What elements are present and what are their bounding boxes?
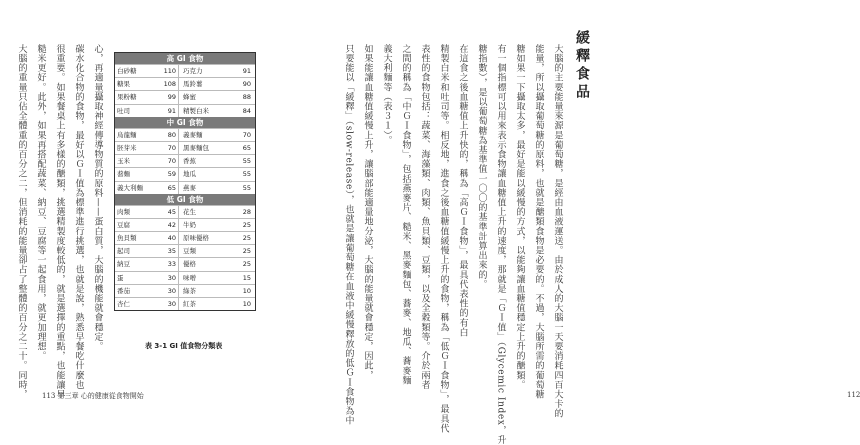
gi-value: 110: [152, 65, 179, 77]
gi-value: 25: [242, 220, 251, 229]
gi-value: 42: [152, 219, 179, 231]
gi-value: 59: [152, 168, 179, 180]
gi-value: 65: [242, 143, 251, 152]
text-column: 糖如果一下攝取太多，最好是能以緩慢的方式，以能夠讓血糖值穩定上升的醣類。: [514, 44, 525, 390]
gi-value: 84: [242, 106, 251, 115]
food-name: 紅茶: [183, 300, 196, 308]
table-section-header: 中 GI 食物: [115, 117, 255, 128]
text-column: 很重要。如果餐桌上有多樣的醣類，挑選精製度較低的，就是選擇的重點，也能讓早: [54, 44, 65, 400]
page-number-right: 112: [847, 391, 860, 399]
food-name: 番茄: [117, 286, 130, 295]
table-row: [115, 77, 255, 90]
table-row: [115, 297, 255, 310]
table-row: [115, 181, 255, 194]
food-name: 蕎麵: [117, 170, 130, 179]
table-section-header: 高 GI 食物: [115, 53, 255, 64]
table-row: [115, 90, 255, 103]
table-row: [115, 284, 255, 297]
gi-value: 30: [152, 298, 179, 310]
left-page: [0, 0, 300, 425]
gi-value: 30: [152, 285, 179, 297]
gi-value: 25: [242, 234, 251, 243]
food-name: 糖果: [117, 80, 130, 89]
table-row: [115, 64, 255, 77]
food-name: 杏仁: [117, 300, 130, 308]
food-name: 蛋: [117, 273, 124, 282]
gi-value: 90: [242, 80, 251, 89]
text-column: 大腦的主要能量來源是葡萄糖，是經由血液運送。由於成人的大腦一天要消耗四百大卡的: [552, 44, 563, 419]
table-row: [115, 257, 255, 270]
gi-value: 25: [242, 247, 251, 256]
food-name: 魚貝類: [117, 234, 137, 243]
gi-value: 10: [242, 286, 251, 295]
food-name: 納豆: [117, 260, 130, 269]
food-name: 白砂糖: [117, 67, 137, 75]
text-column: 碳水化合物的食物，最好以ＧＩ值為標準進行挑選，也就是說，熟悉早餐吃什麼也: [73, 44, 84, 390]
food-name: 精製白米: [183, 106, 209, 115]
food-name: 豆類: [183, 247, 196, 256]
food-name: 烏龍麵: [117, 130, 137, 139]
table-row: [115, 141, 255, 154]
table-row: [115, 231, 255, 244]
text-column: 如果能讓血糖值緩慢上升，讓腦部能適量地分泌，大腦的能量就會穩定，因此，: [362, 44, 373, 380]
table-row: [115, 104, 255, 117]
gi-value: 35: [152, 245, 179, 257]
food-name: 綠茶: [183, 286, 196, 295]
food-name: 胚芽米: [117, 143, 137, 152]
table-row: [115, 218, 255, 231]
gi-value: 80: [152, 129, 179, 141]
section-title: 緩釋食品: [574, 30, 590, 102]
text-column: 之間的稱為「中ＧＩ食物」，包括燕麥片、糙米、黑麥麵包、蕎麥、地瓜、蕎麥麵: [400, 44, 411, 386]
gi-value: 70: [242, 130, 251, 139]
gi-value: 10: [242, 300, 251, 308]
gi-value: 15: [242, 273, 251, 282]
food-name: 燕麥: [183, 183, 196, 192]
text-column: 義大利麵等（表３１）。: [381, 44, 392, 146]
food-name: 馬鈴薯: [183, 80, 203, 89]
food-name: 肉類: [117, 207, 130, 216]
table-row: [115, 167, 255, 180]
table-section-header: 低 GI 食物: [115, 194, 255, 205]
text-column: 能量，所以攝取葡萄糖的原料，也就是醣類食物是必要的。不過，大腦所需的葡萄糖: [533, 44, 544, 400]
gi-food-table: [114, 52, 256, 311]
food-name: 豆腐: [117, 220, 130, 229]
food-name: 巧克力: [183, 67, 203, 75]
gi-value: 65: [152, 182, 179, 194]
food-name: 花生: [183, 207, 196, 216]
gi-value: 55: [242, 183, 251, 192]
gi-value: 33: [152, 258, 179, 270]
gi-value: 28: [242, 207, 251, 216]
food-name: 義大利麵: [117, 183, 143, 192]
gi-value: 55: [242, 157, 251, 166]
text-column: 只要能以「緩釋」（slow-release），也就是讓葡萄糖在血液中緩慢釋放的低ＧＩ食物為中: [343, 44, 354, 426]
text-column: 糖指數），是以葡萄糖為基準值一〇〇的基準計算出來的。: [476, 44, 487, 290]
text-column: 糙米更好。此外，如果再搭配蔬菜、納豆、豆腐等一起食用，就更加理想。: [35, 44, 46, 361]
text-column: 表性的食物包括：蔬菜、海藻類、肉類、魚貝類、豆類，以及全穀類等。介於兩者: [419, 44, 430, 390]
food-name: 義麥麵: [183, 130, 203, 139]
food-name: 玉米: [117, 157, 130, 166]
table-row: [115, 128, 255, 141]
food-name: 起司: [117, 247, 130, 256]
gi-value: 70: [152, 155, 179, 167]
text-column: 大腦的重量只佔全體重的百分之二，但消耗的能量卻占了整體的百分之二十。同時，: [16, 44, 27, 400]
text-column: 有一個指標可以用來表示食物讓血糖值上升的速度，那就是「ＧＩ值」（Glycemic Index，升: [495, 44, 506, 445]
text-column: 精製白米和吐司等。相反地，進食之後血糖值緩慢上升的食物，稱為「低ＧＩ食物」，最具代: [438, 44, 449, 434]
food-name: 吐司: [117, 106, 130, 115]
food-name: 牛奶: [183, 220, 196, 229]
gi-value: 40: [152, 232, 179, 244]
food-name: 蜂蜜: [183, 93, 196, 102]
food-name: 香蕉: [183, 157, 196, 166]
gi-value: 91: [152, 105, 179, 117]
text-column: 在這食之後血糖值上升快的，稱為「高ＧＩ食物」，最具代表性的有白: [457, 44, 468, 338]
gi-value: 45: [152, 206, 179, 218]
gi-value: 25: [242, 260, 251, 269]
page-footer-left: 113 第三章 心的健康從食物開始: [42, 392, 144, 400]
text-column: 心，再適量攝取神經傳導物質的原料——蛋白質，大腦的機能就會穩定。: [92, 44, 103, 352]
food-name: 優格: [183, 260, 196, 269]
table-caption: 表 3-1 GI 值食物分類表: [145, 342, 223, 350]
food-name: 味噌: [183, 273, 196, 282]
table-row: [115, 271, 255, 284]
table-row: [115, 205, 255, 218]
gi-value: 88: [242, 93, 251, 102]
table-row: [115, 244, 255, 257]
gi-value: 108: [152, 78, 179, 90]
food-name: 地瓜: [183, 170, 196, 179]
gi-value: 91: [242, 67, 251, 75]
gi-value: 55: [242, 170, 251, 179]
gi-value: 99: [152, 91, 179, 103]
food-name: 黑麥麵包: [183, 143, 209, 152]
gi-value: 30: [152, 272, 179, 284]
table-row: [115, 154, 255, 167]
food-name: 果粉糖: [117, 93, 137, 102]
food-name: 原味優格: [183, 234, 209, 243]
right-page: [300, 0, 860, 445]
gi-value: 70: [152, 142, 179, 154]
